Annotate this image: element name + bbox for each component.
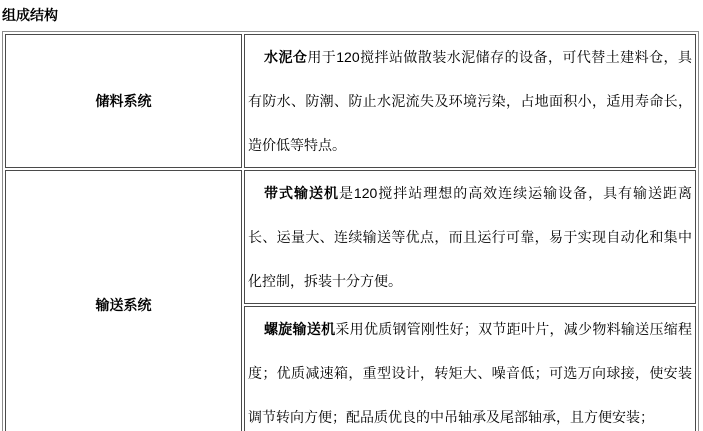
composition-table — [2, 31, 699, 431]
cell-cement-silo-description — [244, 34, 696, 168]
term-cement-silo: 水泥仓 — [264, 49, 308, 65]
page-title: 组成结构 — [2, 7, 58, 23]
term-belt-conveyor: 带式输送机 — [264, 185, 339, 201]
screw-conveyor-description-text: 采用优质钢管刚性好；双节距叶片，减少物料输送压缩程度；优质减速箱，重型设计，转矩大、噪音低；可选万向球接，使安装调节转向方便；配品质优良的中吊轴承及尾部轴承，且方便安装； — [248, 321, 693, 425]
composition-table-body — [5, 34, 696, 431]
row-label-conveying-system: 输送系统 — [5, 170, 242, 431]
table-row-storage-system — [5, 34, 696, 168]
cell-screw-conveyor-description — [244, 306, 696, 431]
table-row-conveying-system — [5, 170, 696, 304]
row-label-storage-system: 储料系统 — [5, 34, 242, 168]
belt-conveyor-description-text: 是120搅拌站理想的高效连续运输设备，具有输送距离长、运量大、连续输送等优点，而且运行可靠，易于实现自动化和集中化控制，拆装十分方便。 — [248, 185, 693, 289]
cement-silo-description-text: 用于120搅拌站做散装水泥储存的设备，可代替土建料仓，具有防水、防潮、防止水泥流失及环境污染，占地面积小，适用寿命长，造价低等特点。 — [248, 49, 693, 153]
term-screw-conveyor: 螺旋输送机 — [264, 321, 336, 337]
cell-belt-conveyor-description — [244, 170, 696, 304]
